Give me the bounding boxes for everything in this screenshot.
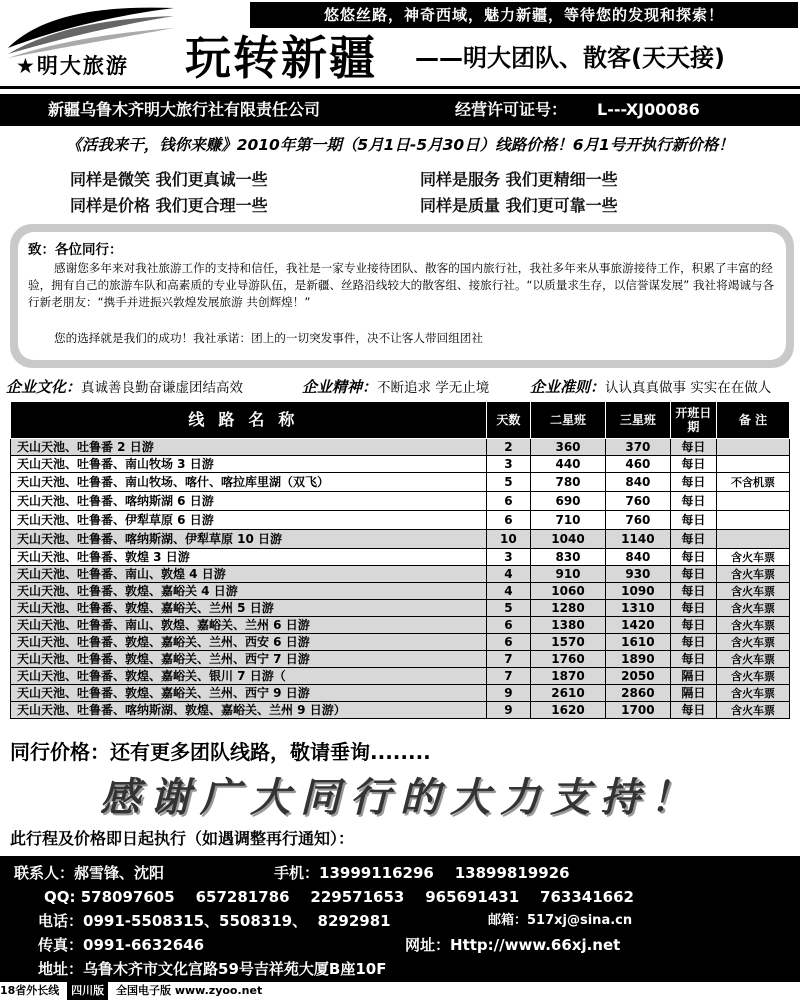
schedule-cell: 每日 xyxy=(670,617,716,634)
two-star-price-cell: 440 xyxy=(531,456,606,473)
three-star-price-cell: 930 xyxy=(606,566,671,583)
contact-names: 郝雪锋、沈阳 xyxy=(74,864,165,882)
days-cell: 6 xyxy=(486,617,530,634)
header-note: 备 注 xyxy=(716,402,789,439)
days-cell: 7 xyxy=(486,668,530,685)
header-two-star: 二星班 xyxy=(531,402,606,439)
table-header-row xyxy=(11,402,790,439)
three-star-price-cell: 840 xyxy=(606,549,671,566)
note-cell: 含火车票 xyxy=(716,600,789,617)
schedule-cell: 每日 xyxy=(670,511,716,530)
two-star-price-cell: 1570 xyxy=(531,634,606,651)
address-text: 乌鲁木齐市文化宫路59号吉祥苑大厦B座10F xyxy=(83,960,387,978)
schedule-cell: 每日 xyxy=(670,439,716,456)
two-star-price-cell: 1870 xyxy=(531,668,606,685)
three-star-price-cell: 1310 xyxy=(606,600,671,617)
route-name-cell: 天山天池、吐鲁番、敦煌、嘉峪关、兰州、西宁 9 日游 xyxy=(11,685,487,702)
header-route-name: 线路名称 xyxy=(11,402,487,439)
days-cell: 6 xyxy=(486,492,530,511)
contact-block xyxy=(0,856,800,982)
header-days: 天数 xyxy=(486,402,530,439)
route-name-cell: 天山天池、吐鲁番、敦煌、嘉峪关、兰州、西安 6 日游 xyxy=(11,634,487,651)
schedule-cell: 每日 xyxy=(670,549,716,566)
three-star-price-cell: 1700 xyxy=(606,702,671,719)
two-star-price-cell: 710 xyxy=(531,511,606,530)
two-star-price-cell: 360 xyxy=(531,439,606,456)
route-name-cell: 天山天池、吐鲁番、伊犁草原 6 日游 xyxy=(11,511,487,530)
footer-left: 18省外长线 xyxy=(0,984,60,997)
route-name-cell: 天山天池、吐鲁番、喀纳斯湖 6 日游 xyxy=(11,492,487,511)
two-star-price-cell: 1280 xyxy=(531,600,606,617)
three-star-price-cell: 840 xyxy=(606,473,671,492)
address-row xyxy=(38,958,386,980)
note-cell xyxy=(716,530,789,549)
route-name-cell: 天山天池、吐鲁番、南山、敦煌 4 日游 xyxy=(11,566,487,583)
note-cell xyxy=(716,492,789,511)
email-link[interactable]: 517xj@sina.cn xyxy=(527,913,633,928)
slogan-banner: 悠悠丝路，神奇西域，魅力新疆，等待您的发现和探索！ xyxy=(250,2,798,28)
mobile-row xyxy=(274,862,570,884)
days-cell: 6 xyxy=(486,511,530,530)
header-schedule: 开班日期 xyxy=(670,402,716,439)
license-label: 经营许可证号： xyxy=(455,100,568,119)
days-cell: 2 xyxy=(486,439,530,456)
mobile-numbers: 13999116296 13899819926 xyxy=(319,864,570,882)
letter-body: 感谢您多年来对我社旅游工作的支持和信任，我社是一家专业接待团队、散客的国内旅行社，我社多年来从事旅游接待工作，积累了丰富的经验，拥有自己的旅游车队和高素质的专业导游队伍，是新疆、丝路沿线较大的散客组、接旅行社。“以质量求生存，以信誉谋发展” 我社将竭诚与各行新老朋友：“携手并进振兴敦煌发展旅游 共创辉煌！” xyxy=(28,261,775,309)
three-star-price-cell: 460 xyxy=(606,456,671,473)
note-cell xyxy=(716,439,789,456)
days-cell: 3 xyxy=(486,456,530,473)
two-star-price-cell: 910 xyxy=(531,566,606,583)
table-row xyxy=(11,456,790,473)
three-star-price-cell: 370 xyxy=(606,439,671,456)
web-label: 网址： xyxy=(405,936,451,954)
contact-label: 联系人： xyxy=(14,864,75,882)
table-row xyxy=(11,634,790,651)
note-cell: 含火车票 xyxy=(716,634,789,651)
motto-smile: 同样是微笑 我们更真诚一些 xyxy=(70,170,268,189)
web-row xyxy=(405,934,620,956)
license-number: L---XJ00086 xyxy=(597,100,700,119)
days-cell: 5 xyxy=(486,473,530,492)
three-star-price-cell: 1420 xyxy=(606,617,671,634)
route-name-cell: 天山天池、吐鲁番、南山、敦煌、嘉峪关、兰州 6 日游 xyxy=(11,617,487,634)
two-star-price-cell: 1620 xyxy=(531,702,606,719)
table-row xyxy=(11,530,790,549)
days-cell: 9 xyxy=(486,702,530,719)
two-star-price-cell: 1040 xyxy=(531,530,606,549)
table-row xyxy=(11,583,790,600)
days-cell: 5 xyxy=(486,600,530,617)
note-cell: 含火车票 xyxy=(716,617,789,634)
table-row xyxy=(11,511,790,530)
note-cell: 含火车票 xyxy=(716,549,789,566)
sub-title: ——明大团队、散客(天天接) xyxy=(415,44,725,72)
schedule-cell: 每日 xyxy=(670,651,716,668)
schedule-cell: 每日 xyxy=(670,634,716,651)
schedule-cell: 每日 xyxy=(670,702,716,719)
culture-row xyxy=(4,375,798,399)
two-star-price-cell: 1060 xyxy=(531,583,606,600)
route-name-cell: 天山天池、吐鲁番、敦煌、嘉峪关、银川 7 日游（ xyxy=(11,668,487,685)
header-three-star: 三星班 xyxy=(606,402,671,439)
table-row xyxy=(11,473,790,492)
email-label: 邮箱： xyxy=(488,913,528,928)
schedule-cell: 每日 xyxy=(670,473,716,492)
fax-number: 0991-6632646 xyxy=(83,936,205,954)
price-period-line: 《活我来干，钱你来赚》2010年第一期（5月1日-5月30日）线路价格！6月1号开执行新价格！ xyxy=(66,136,734,154)
company-bar xyxy=(0,94,800,126)
company-name: 新疆乌鲁木齐明大旅行社有限责任公司 xyxy=(48,100,321,119)
route-name-cell: 天山天池、吐鲁番、喀纳斯湖、敦煌、嘉峪关、兰州 9 日游） xyxy=(11,702,487,719)
table-row xyxy=(11,566,790,583)
table-row xyxy=(11,439,790,456)
execution-note: 此行程及价格即日起执行（如遇调整再行通知）： xyxy=(10,829,355,848)
note-cell: 含火车票 xyxy=(716,668,789,685)
two-star-price-cell: 1380 xyxy=(531,617,606,634)
days-cell: 9 xyxy=(486,685,530,702)
three-star-price-cell: 1090 xyxy=(606,583,671,600)
three-star-price-cell: 1610 xyxy=(606,634,671,651)
schedule-cell: 每日 xyxy=(670,530,716,549)
route-name-cell: 天山天池、吐鲁番、南山牧场、喀什、喀拉库里湖（双飞） xyxy=(11,473,487,492)
contact-person-row xyxy=(14,862,164,884)
rule-label: 企业准则： xyxy=(530,378,606,396)
note-cell: 含火车票 xyxy=(716,566,789,583)
divider xyxy=(0,86,800,89)
fax-row xyxy=(38,934,204,956)
phone-row xyxy=(38,910,391,932)
schedule-cell: 每日 xyxy=(670,583,716,600)
note-cell: 含火车票 xyxy=(716,651,789,668)
schedule-cell: 每日 xyxy=(670,456,716,473)
culture-text: 真诚善良勤奋谦虚团结高效 xyxy=(81,380,244,396)
table-row xyxy=(11,549,790,566)
table-row xyxy=(11,668,790,685)
letter-closing: 您的选择就是我们的成功！我社承诺：团上的一切突发事件，决不让客人带回组团社 xyxy=(54,331,483,345)
star-icon: ★ xyxy=(16,54,37,78)
note-cell xyxy=(716,456,789,473)
letter-salutation: 致：各位同行： xyxy=(28,242,123,258)
thanks-banner: 感谢广大同行的大力支持！ xyxy=(100,774,700,821)
route-name-cell: 天山天池、吐鲁番、敦煌、嘉峪关 4 日游 xyxy=(11,583,487,600)
note-cell: 不含机票 xyxy=(716,473,789,492)
edition-badge: 四川版 xyxy=(67,982,108,1000)
rule-text: 认认真真做事 实实在在做人 xyxy=(605,380,772,396)
spirit-label: 企业精神： xyxy=(302,378,378,396)
culture-label: 企业文化： xyxy=(6,378,82,396)
days-cell: 10 xyxy=(486,530,530,549)
three-star-price-cell: 2050 xyxy=(606,668,671,685)
three-star-price-cell: 760 xyxy=(606,492,671,511)
qq-row xyxy=(44,886,634,908)
spirit-text: 不断追求 学无止境 xyxy=(377,380,490,396)
route-price-table xyxy=(10,401,790,719)
phone-numbers: 0991-5508315、5508319、 8292981 xyxy=(83,912,391,930)
table-row xyxy=(11,617,790,634)
motto-service: 同样是服务 我们更精细一些 xyxy=(420,170,618,189)
days-cell: 6 xyxy=(486,634,530,651)
peer-price-note: 同行价格：还有更多团队线路，敬请垂询........ xyxy=(10,740,431,764)
three-star-price-cell: 2860 xyxy=(606,685,671,702)
phone-label: 电话： xyxy=(38,912,84,930)
three-star-price-cell: 1140 xyxy=(606,530,671,549)
motto-quality: 同样是质量 我们更可靠一些 xyxy=(420,196,618,215)
two-star-price-cell: 2610 xyxy=(531,685,606,702)
footer-right[interactable]: 全国电子版 www.zyoo.net xyxy=(116,984,263,997)
schedule-cell: 隔日 xyxy=(670,685,716,702)
two-star-price-cell: 780 xyxy=(531,473,606,492)
route-name-cell: 天山天池、吐鲁番、敦煌、嘉峪关、兰州 5 日游 xyxy=(11,600,487,617)
web-link[interactable]: Http://www.66xj.net xyxy=(450,936,621,954)
qq-label: QQ: xyxy=(44,888,76,906)
two-star-price-cell: 830 xyxy=(531,549,606,566)
table-row xyxy=(11,651,790,668)
footer xyxy=(0,982,800,1000)
days-cell: 7 xyxy=(486,651,530,668)
email-row xyxy=(488,910,632,932)
schedule-cell: 每日 xyxy=(670,492,716,511)
two-star-price-cell: 690 xyxy=(531,492,606,511)
address-label: 地址： xyxy=(38,960,84,978)
days-cell: 3 xyxy=(486,549,530,566)
schedule-cell: 每日 xyxy=(670,566,716,583)
route-name-cell: 天山天池、吐鲁番、敦煌 3 日游 xyxy=(11,549,487,566)
schedule-cell: 隔日 xyxy=(670,668,716,685)
fax-label: 传真： xyxy=(38,936,84,954)
qq-numbers: 578097605 657281786 229571653 965691431 763341662 xyxy=(80,888,634,906)
route-name-cell: 天山天池、吐鲁番、敦煌、嘉峪关、兰州、西宁 7 日游 xyxy=(11,651,487,668)
two-star-price-cell: 1760 xyxy=(531,651,606,668)
route-name-cell: 天山天池、吐鲁番、南山牧场 3 日游 xyxy=(11,456,487,473)
days-cell: 4 xyxy=(486,583,530,600)
note-cell: 含火车票 xyxy=(716,685,789,702)
note-cell: 含火车票 xyxy=(716,583,789,600)
three-star-price-cell: 1890 xyxy=(606,651,671,668)
table-row xyxy=(11,685,790,702)
note-cell: 含火车票 xyxy=(716,702,789,719)
table-row xyxy=(11,492,790,511)
table-row xyxy=(11,702,790,719)
three-star-price-cell: 760 xyxy=(606,511,671,530)
mobile-label: 手机： xyxy=(274,864,320,882)
days-cell: 4 xyxy=(486,566,530,583)
schedule-cell: 每日 xyxy=(670,600,716,617)
table-row xyxy=(11,600,790,617)
route-table-body xyxy=(11,439,790,719)
main-title: 玩转新疆 xyxy=(185,31,377,85)
motto-price: 同样是价格 我们更合理一些 xyxy=(70,196,268,215)
route-name-cell: 天山天池、吐鲁番、喀纳斯湖、伊犁草原 10 日游 xyxy=(11,530,487,549)
note-cell xyxy=(716,511,789,530)
logo-text: ★明大旅游 xyxy=(16,54,129,78)
route-name-cell: 天山天池、吐鲁番 2 日游 xyxy=(11,439,487,456)
